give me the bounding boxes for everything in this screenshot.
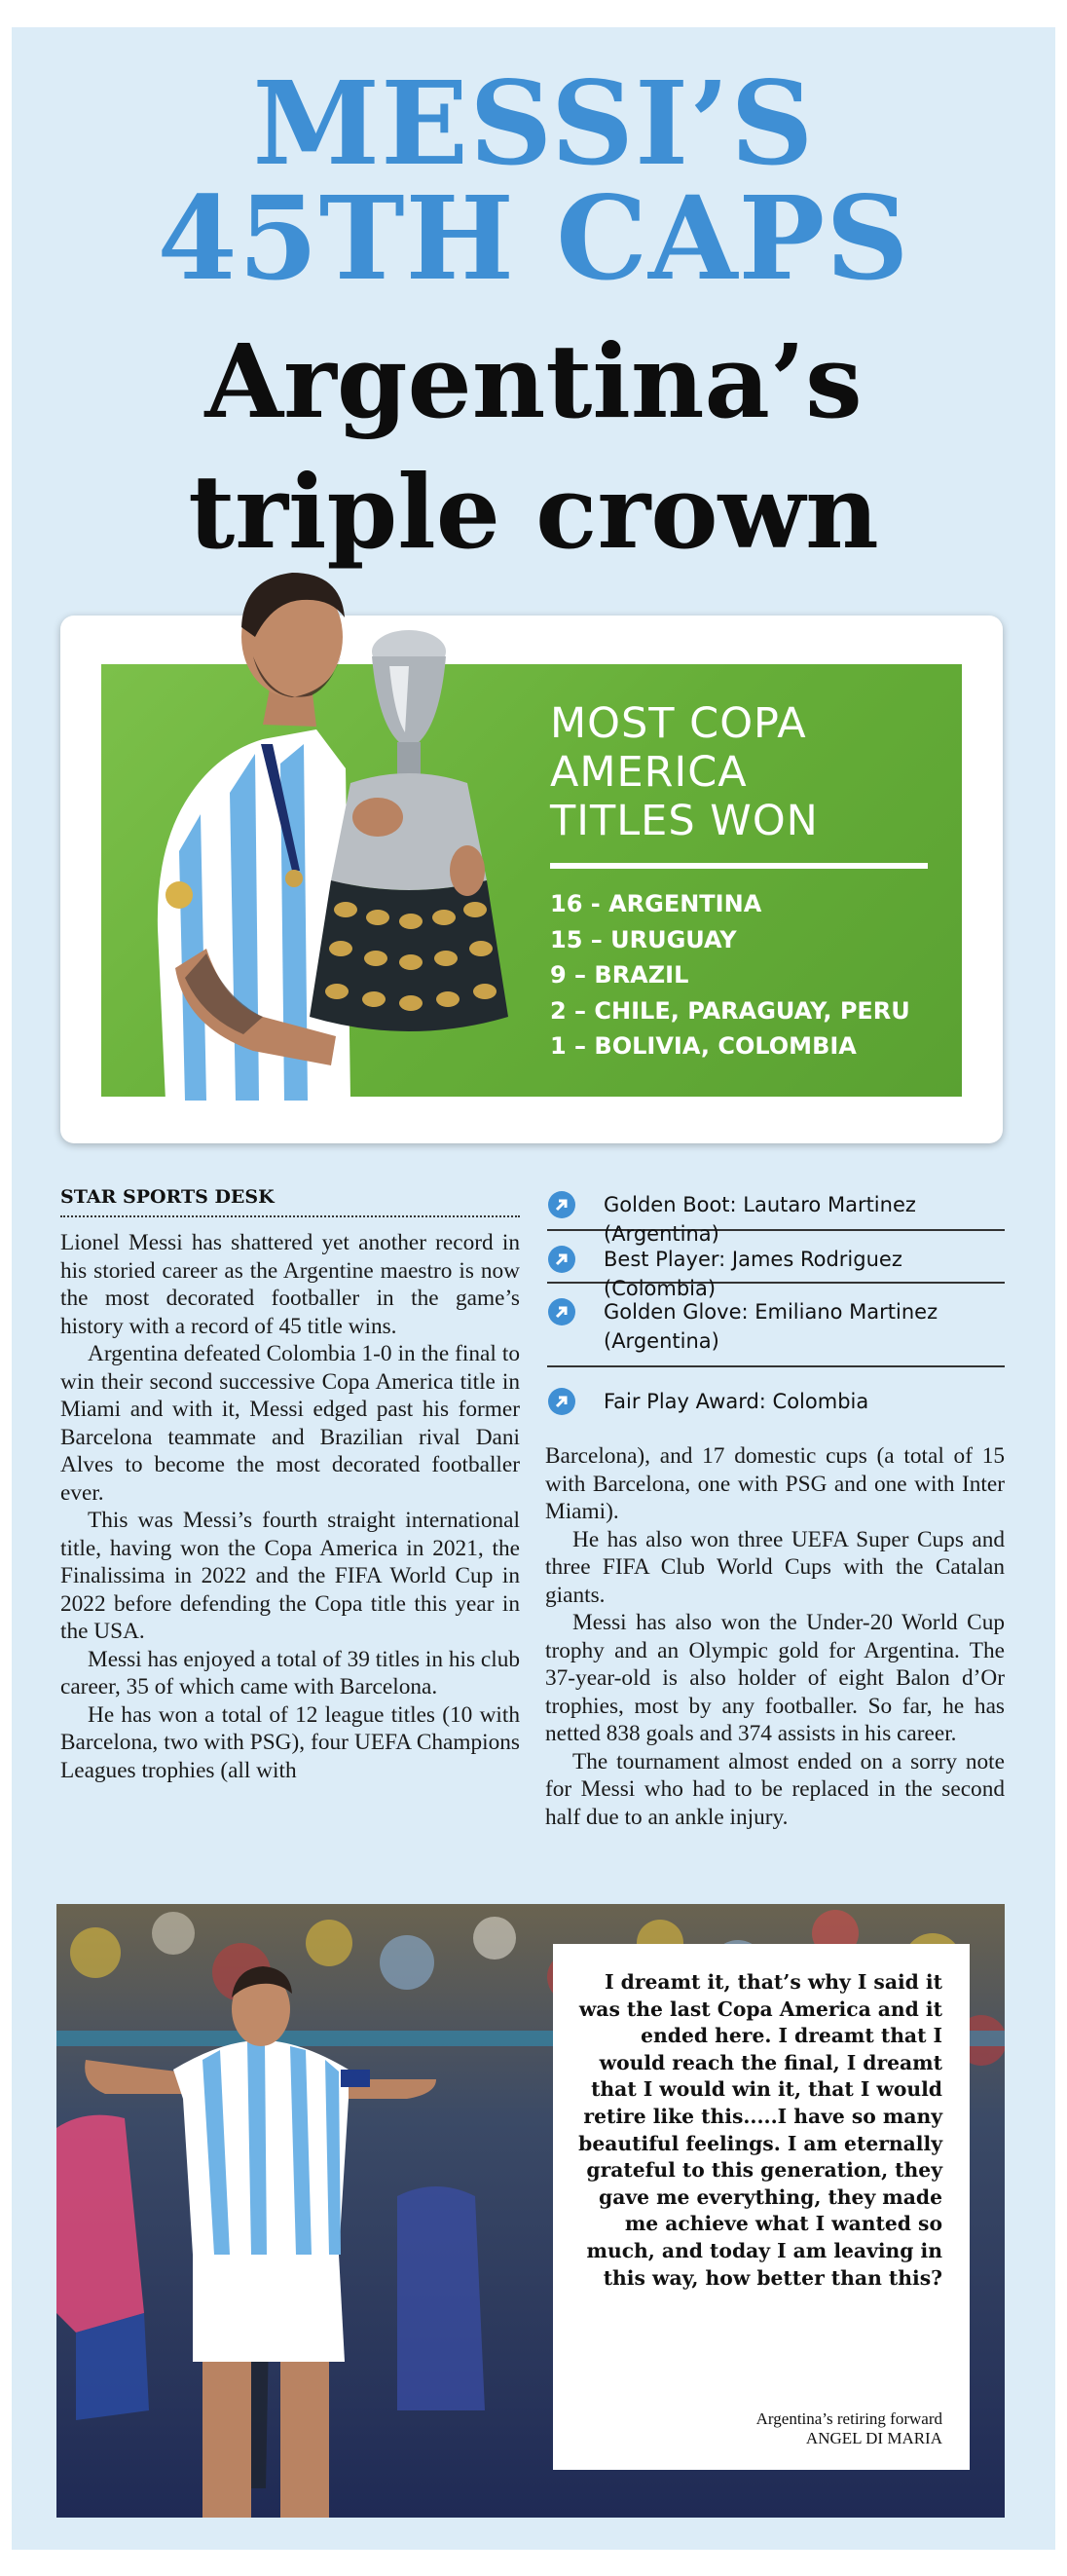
copa-divider <box>550 863 928 869</box>
kicker-line-2: 45TH CAPS <box>157 170 910 306</box>
article-paragraph: This was Messi’s fourth straight international title, having won the Copa America in 2021, the Finalissima in 2022 and the FIFA World Cup in 2022 before defending the Copa title this year in the USA. <box>60 1508 520 1644</box>
quote-attribution-role: Argentina’s retiring forward <box>755 2409 942 2428</box>
copa-title-row: 2 – CHILE, PARAGUAY, PERU <box>550 996 910 1025</box>
award-item <box>547 1180 1005 1246</box>
article-paragraph: He has also won three UEFA Super Cups and three FIFA Club World Cups with the Catalan giants. <box>545 1526 1005 1608</box>
quote-attribution-name: ANGEL DI MARIA <box>805 2429 942 2447</box>
awards-list <box>547 1180 1005 1426</box>
copa-title-line-2: AMERICA <box>550 748 748 797</box>
copa-titles-list <box>550 886 910 1064</box>
award-item <box>547 1284 1005 1367</box>
article-column-2 <box>545 1442 1005 1831</box>
copa-title-row: 15 – URUGUAY <box>550 925 737 953</box>
award-label: Best Player: James Rodriguez (Colombia) <box>604 1248 902 1300</box>
award-item <box>547 1367 1005 1426</box>
copa-title-row: 16 - ARGENTINA <box>550 890 762 917</box>
byline: STAR SPORTS DESK <box>60 1186 520 1217</box>
award-label: Fair Play Award: Colombia <box>604 1390 869 1413</box>
quote-text: I dreamt it, that’s why I said it was the last Copa America and it ended here. I dreamt that I would reach the final, I dreamt that I would win it, that I would retire like this.....I have so many beautiful feelings. I am eternally grateful to this generation, they gave me everything, they made me achieve what I wanted so much, and today I am leaving in this way, how better than this? <box>578 1970 942 2290</box>
award-label: Golden Glove: Emiliano Martinez (Argentina) <box>604 1300 938 1353</box>
article-paragraph: He has won a total of 12 league titles (10 with Barcelona, two with PSG), four UEFA Champions Leagues trophies (all with <box>60 1701 520 1783</box>
arrow-circle-icon <box>547 1245 576 1274</box>
article-paragraph: Lionel Messi has shattered yet another record in his storied career as the Argentine maestro is now the most decorated footballer in the game’s history with a record of 45 title wins. <box>60 1230 520 1339</box>
quote-box <box>553 1944 970 2470</box>
arrow-circle-icon <box>547 1387 576 1416</box>
award-label: Golden Boot: Lautaro Martinez (Argentina) <box>604 1193 916 1246</box>
copa-graphic-title <box>550 699 939 845</box>
copa-title-line-3: TITLES WON <box>550 797 819 845</box>
article-paragraph: Messi has also won the Under-20 World Cup trophy and an Olympic gold for Argentina. The 37-year-old is also holder of eight Balon d’Or trophies, most by any footballer. So far, he has netted 838 goals and 374 assists in his career. <box>545 1610 1005 1746</box>
kicker-line-1: MESSI’S <box>252 56 815 191</box>
article-paragraph: The tournament almost ended on a sorry note for Messi who had to be replaced in the second half due to an ankle injury. <box>545 1748 1005 1830</box>
article-paragraph: Barcelona), and 17 domestic cups (a total of 15 with Barcelona, one with PSG and one with Inter Miami). <box>545 1443 1005 1524</box>
copa-title-row: 9 – BRAZIL <box>550 961 689 989</box>
arrow-circle-icon <box>547 1190 576 1219</box>
article-column-1 <box>60 1229 520 1784</box>
award-item <box>547 1231 1005 1300</box>
messi-trophy-photo <box>146 559 545 1101</box>
arrow-circle-icon <box>547 1297 576 1326</box>
headline-line-1: Argentina’s <box>204 321 863 441</box>
article-paragraph: Argentina defeated Colombia 1-0 in the final to win their second successive Copa America title in Miami and with it, Messi edged past his former Barcelona teammate and Brazilian rival Dani Alves to become the most decorated footballer ever. <box>60 1341 520 1506</box>
article-paragraph: Messi has enjoyed a total of 39 titles in his club career, 35 of which came with Barcelona. <box>60 1646 520 1699</box>
copa-title-row: 1 – BOLIVIA, COLOMBIA <box>550 1032 857 1060</box>
headline-line-2: triple crown <box>188 452 879 572</box>
copa-title-line-1: MOST COPA <box>550 699 807 748</box>
